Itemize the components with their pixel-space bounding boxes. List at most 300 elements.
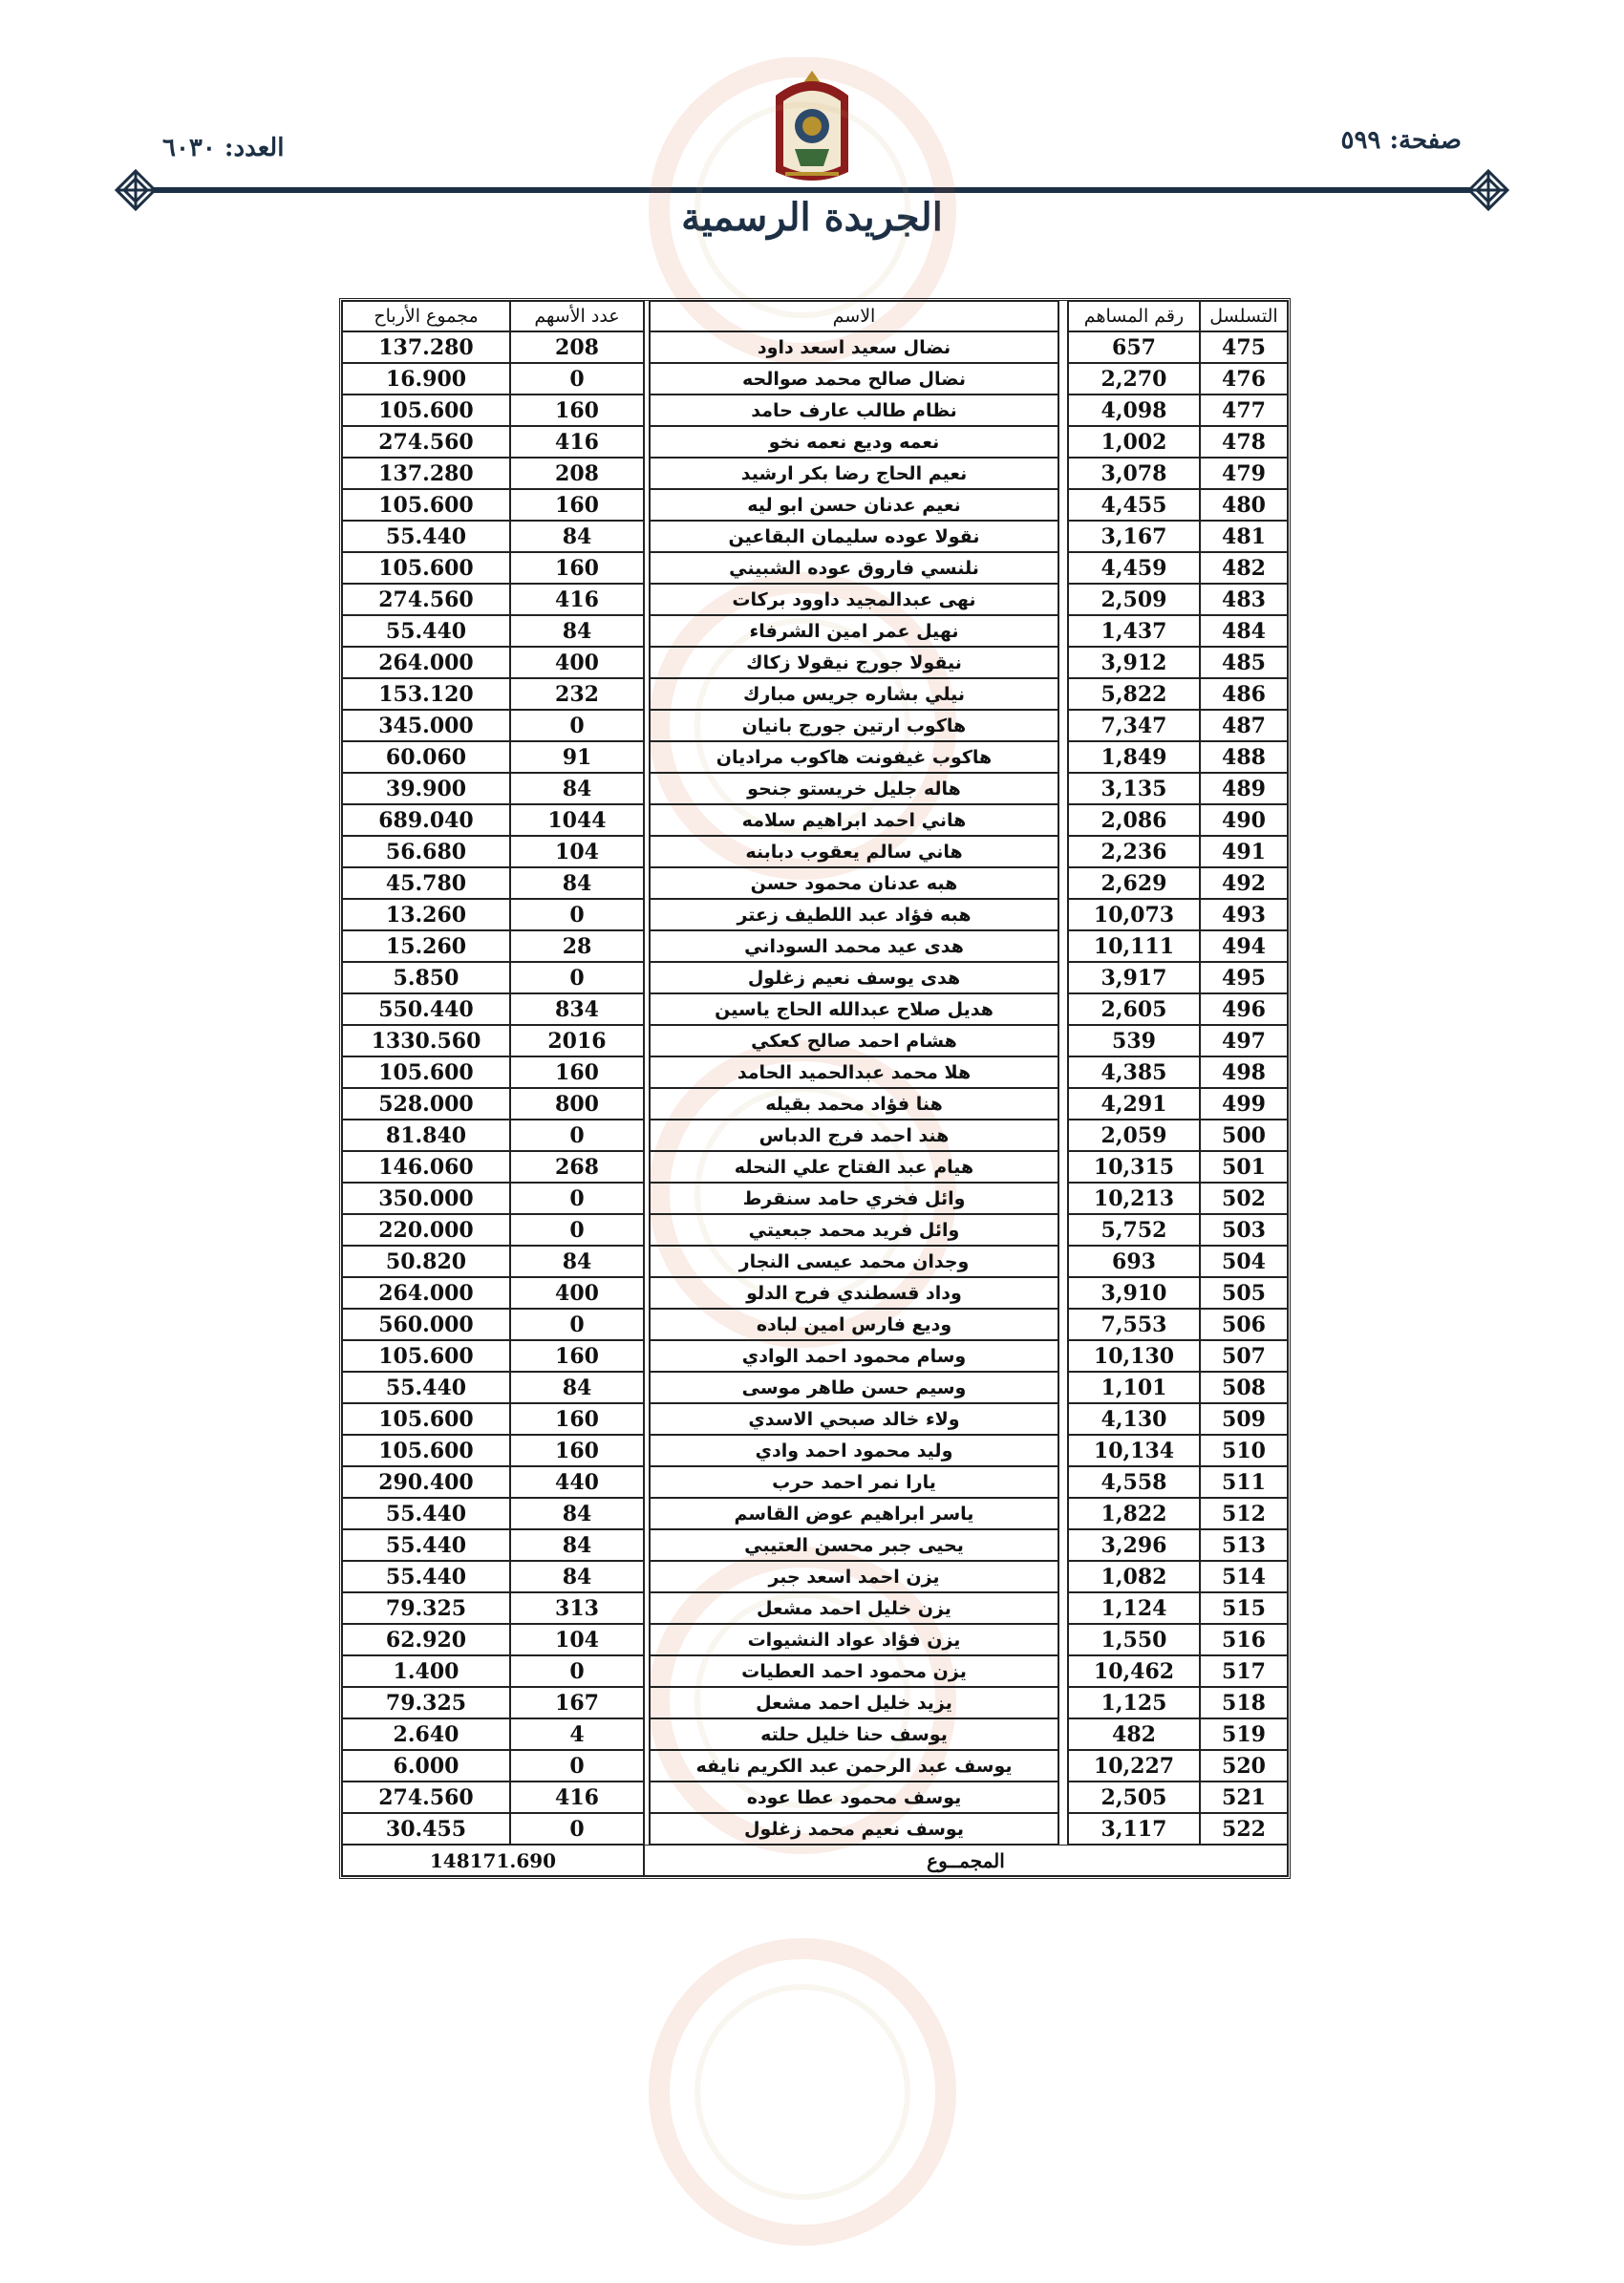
- cell-shareholder-no: 5,752: [1068, 1214, 1200, 1246]
- column-spacer: [644, 489, 650, 521]
- column-spacer: [1058, 1561, 1068, 1592]
- table-header-row: [342, 301, 1288, 331]
- cell-shares: 160: [510, 1056, 644, 1088]
- cell-shares: 400: [510, 1277, 644, 1309]
- cell-dividends: 55.440: [342, 1498, 510, 1529]
- column-spacer: [644, 710, 650, 741]
- column-spacer: [1058, 301, 1068, 331]
- cell-dividends: 560.000: [342, 1309, 510, 1340]
- cell-name: نظام طالب عارف حامد: [650, 395, 1058, 426]
- column-spacer: [1058, 993, 1068, 1025]
- column-spacer: [644, 1687, 650, 1718]
- cell-shares: 0: [510, 962, 644, 993]
- cell-seq: 497: [1200, 1025, 1288, 1056]
- cell-seq: 510: [1200, 1435, 1288, 1466]
- cell-dividends: 39.900: [342, 773, 510, 804]
- cell-shareholder-no: 2,270: [1068, 363, 1200, 395]
- issue-number: العدد: ٦٠٣٠: [162, 134, 285, 162]
- cell-seq: 521: [1200, 1782, 1288, 1813]
- cell-shares: 416: [510, 426, 644, 458]
- cell-name: وجدان محمد عيسى النجار: [650, 1246, 1058, 1277]
- column-spacer: [644, 1277, 650, 1309]
- cell-seq: 500: [1200, 1120, 1288, 1151]
- cell-name: يزن محمود احمد العطيات: [650, 1655, 1058, 1687]
- cell-dividends: 350.000: [342, 1183, 510, 1214]
- cell-shareholder-no: 482: [1068, 1718, 1200, 1750]
- cell-name: هلا محمد عبدالحميد الحامد: [650, 1056, 1058, 1088]
- table-row: [342, 1088, 1288, 1120]
- column-spacer: [644, 867, 650, 899]
- cell-name: هاكوب ارتين جورج بانيان: [650, 710, 1058, 741]
- cell-seq: 518: [1200, 1687, 1288, 1718]
- table-row: [342, 1718, 1288, 1750]
- cell-name: نقولا عوده سليمان البقاعين: [650, 521, 1058, 552]
- cell-name: وائل فخري حامد سنقرط: [650, 1183, 1058, 1214]
- table-body: [342, 331, 1288, 1845]
- cell-shareholder-no: 7,347: [1068, 710, 1200, 741]
- cell-shareholder-no: 3,917: [1068, 962, 1200, 993]
- column-spacer: [644, 899, 650, 930]
- column-spacer: [1058, 1309, 1068, 1340]
- column-spacer: [644, 1561, 650, 1592]
- cell-name: نيقولا جورج نيقولا زكاك: [650, 647, 1058, 678]
- column-spacer: [644, 1372, 650, 1403]
- cell-seq: 481: [1200, 521, 1288, 552]
- column-header-seq: التسلسل: [1200, 301, 1288, 331]
- cell-shares: 440: [510, 1466, 644, 1498]
- cell-dividends: 30.455: [342, 1813, 510, 1845]
- column-spacer: [644, 1025, 650, 1056]
- column-spacer: [644, 1592, 650, 1624]
- cell-name: هنا فؤاد محمد بقيله: [650, 1088, 1058, 1120]
- cell-dividends: 528.000: [342, 1088, 510, 1120]
- cell-dividends: 105.600: [342, 489, 510, 521]
- cell-shareholder-no: 539: [1068, 1025, 1200, 1056]
- column-spacer: [644, 1214, 650, 1246]
- column-spacer: [1058, 1498, 1068, 1529]
- table-row: [342, 1151, 1288, 1183]
- cell-shareholder-no: 1,082: [1068, 1561, 1200, 1592]
- column-spacer: [1058, 741, 1068, 773]
- table-row: [342, 993, 1288, 1025]
- cell-shares: 84: [510, 615, 644, 647]
- cell-shares: 416: [510, 1782, 644, 1813]
- cell-name: هند احمد فرج الدباس: [650, 1120, 1058, 1151]
- column-spacer: [1058, 710, 1068, 741]
- column-spacer: [644, 1183, 650, 1214]
- table-total-row: [342, 1845, 1288, 1876]
- column-spacer: [1058, 1277, 1068, 1309]
- dividends-table-container: [339, 298, 1285, 1879]
- column-spacer: [644, 741, 650, 773]
- table-row: [342, 1340, 1288, 1372]
- cell-shareholder-no: 693: [1068, 1246, 1200, 1277]
- cell-shareholder-no: 4,455: [1068, 489, 1200, 521]
- column-spacer: [1058, 521, 1068, 552]
- cell-seq: 486: [1200, 678, 1288, 710]
- column-spacer: [1058, 1813, 1068, 1845]
- column-spacer: [644, 836, 650, 867]
- cell-dividends: 137.280: [342, 458, 510, 489]
- cell-shares: 104: [510, 1624, 644, 1655]
- table-row: [342, 1655, 1288, 1687]
- table-row: [342, 836, 1288, 867]
- table-row: [342, 899, 1288, 930]
- cell-shares: 160: [510, 1340, 644, 1372]
- cell-shares: 28: [510, 930, 644, 962]
- cell-shareholder-no: 1,550: [1068, 1624, 1200, 1655]
- column-spacer: [644, 552, 650, 584]
- cell-dividends: 345.000: [342, 710, 510, 741]
- cell-shareholder-no: 3,912: [1068, 647, 1200, 678]
- cell-shareholder-no: 2,086: [1068, 804, 1200, 836]
- cell-dividends: 56.680: [342, 836, 510, 867]
- cell-dividends: 105.600: [342, 395, 510, 426]
- cell-seq: 480: [1200, 489, 1288, 521]
- cell-shares: 91: [510, 741, 644, 773]
- total-value: 148171.690: [342, 1845, 644, 1876]
- gazette-title: الجريدة الرسمية: [681, 195, 943, 240]
- cell-seq: 505: [1200, 1277, 1288, 1309]
- cell-dividends: 290.400: [342, 1466, 510, 1498]
- cell-seq: 501: [1200, 1151, 1288, 1183]
- cell-shares: 84: [510, 1246, 644, 1277]
- column-spacer: [644, 1624, 650, 1655]
- cell-dividends: 55.440: [342, 1372, 510, 1403]
- column-spacer: [644, 363, 650, 395]
- column-spacer: [1058, 1246, 1068, 1277]
- cell-name: يوسف عبد الرحمن عبد الكريم نايفه: [650, 1750, 1058, 1782]
- cell-seq: 491: [1200, 836, 1288, 867]
- cell-seq: 479: [1200, 458, 1288, 489]
- cell-dividends: 105.600: [342, 1435, 510, 1466]
- cell-dividends: 55.440: [342, 615, 510, 647]
- cell-shareholder-no: 1,002: [1068, 426, 1200, 458]
- table-row: [342, 1624, 1288, 1655]
- column-spacer: [1058, 1718, 1068, 1750]
- cell-seq: 475: [1200, 331, 1288, 363]
- page-number: صفحة: ٥٩٩: [1340, 126, 1462, 155]
- cell-shareholder-no: 10,134: [1068, 1435, 1200, 1466]
- cell-shareholder-no: 1,849: [1068, 741, 1200, 773]
- cell-dividends: 55.440: [342, 1561, 510, 1592]
- cell-shares: 400: [510, 647, 644, 678]
- cell-shares: 232: [510, 678, 644, 710]
- cell-seq: 498: [1200, 1056, 1288, 1088]
- cell-seq: 492: [1200, 867, 1288, 899]
- cell-dividends: 689.040: [342, 804, 510, 836]
- cell-name: يارا نمر احمد حرب: [650, 1466, 1058, 1498]
- table-row: [342, 1498, 1288, 1529]
- cell-shareholder-no: 7,553: [1068, 1309, 1200, 1340]
- column-spacer: [1058, 867, 1068, 899]
- cell-name: هدى يوسف نعيم زغلول: [650, 962, 1058, 993]
- cell-shares: 1044: [510, 804, 644, 836]
- cell-dividends: 105.600: [342, 1056, 510, 1088]
- cell-dividends: 264.000: [342, 1277, 510, 1309]
- cell-shareholder-no: 2,505: [1068, 1782, 1200, 1813]
- table-row: [342, 1246, 1288, 1277]
- column-spacer: [1058, 1655, 1068, 1687]
- cell-seq: 506: [1200, 1309, 1288, 1340]
- column-spacer: [644, 301, 650, 331]
- cell-name: هدى عيد محمد السوداني: [650, 930, 1058, 962]
- column-spacer: [644, 1246, 650, 1277]
- column-spacer: [644, 331, 650, 363]
- column-spacer: [1058, 615, 1068, 647]
- cell-dividends: 16.900: [342, 363, 510, 395]
- table-row: [342, 1120, 1288, 1151]
- cell-name: وسيم حسن طاهر موسى: [650, 1372, 1058, 1403]
- cell-seq: 502: [1200, 1183, 1288, 1214]
- cell-dividends: 1330.560: [342, 1025, 510, 1056]
- cell-seq: 503: [1200, 1214, 1288, 1246]
- table-row: [342, 710, 1288, 741]
- cell-name: هاله جليل خريستو جنحو: [650, 773, 1058, 804]
- cell-seq: 512: [1200, 1498, 1288, 1529]
- column-spacer: [644, 1750, 650, 1782]
- column-spacer: [644, 1151, 650, 1183]
- cell-seq: 520: [1200, 1750, 1288, 1782]
- column-spacer: [1058, 1750, 1068, 1782]
- cell-seq: 516: [1200, 1624, 1288, 1655]
- column-spacer: [1058, 836, 1068, 867]
- column-spacer: [644, 521, 650, 552]
- cell-dividends: 13.260: [342, 899, 510, 930]
- column-spacer: [644, 962, 650, 993]
- cell-seq: 517: [1200, 1655, 1288, 1687]
- table-row: [342, 426, 1288, 458]
- column-spacer: [644, 1813, 650, 1845]
- cell-shareholder-no: 1,124: [1068, 1592, 1200, 1624]
- column-spacer: [644, 773, 650, 804]
- cell-seq: 504: [1200, 1246, 1288, 1277]
- cell-name: هبه عدنان محمود حسن: [650, 867, 1058, 899]
- column-spacer: [644, 1056, 650, 1088]
- cell-shareholder-no: 3,167: [1068, 521, 1200, 552]
- cell-name: يوسف نعيم محمد زغلول: [650, 1813, 1058, 1845]
- cell-shareholder-no: 10,111: [1068, 930, 1200, 962]
- column-spacer: [1058, 1340, 1068, 1372]
- cell-seq: 487: [1200, 710, 1288, 741]
- table-row: [342, 1056, 1288, 1088]
- cell-shares: 84: [510, 867, 644, 899]
- cell-dividends: 60.060: [342, 741, 510, 773]
- column-spacer: [644, 1782, 650, 1813]
- column-spacer: [1058, 647, 1068, 678]
- cell-seq: 522: [1200, 1813, 1288, 1845]
- cell-shares: 84: [510, 1498, 644, 1529]
- cell-dividends: 220.000: [342, 1214, 510, 1246]
- column-spacer: [644, 1088, 650, 1120]
- column-spacer: [644, 1498, 650, 1529]
- table-row: [342, 489, 1288, 521]
- cell-shareholder-no: 2,605: [1068, 993, 1200, 1025]
- cell-name: وداد قسطندي فرح الدلو: [650, 1277, 1058, 1309]
- table-row: [342, 615, 1288, 647]
- column-spacer: [1058, 1183, 1068, 1214]
- column-spacer: [644, 395, 650, 426]
- cell-shares: 0: [510, 1309, 644, 1340]
- cell-dividends: 153.120: [342, 678, 510, 710]
- watermark-clock-icon: [497, 1901, 1108, 2283]
- cell-name: يزيد خليل احمد مشعل: [650, 1687, 1058, 1718]
- column-header-shareholder-no: رقم المساهم: [1068, 301, 1200, 331]
- cell-shares: 2016: [510, 1025, 644, 1056]
- table-row: [342, 1183, 1288, 1214]
- cell-dividends: 274.560: [342, 584, 510, 615]
- column-spacer: [1058, 1056, 1068, 1088]
- dividends-table: [339, 298, 1291, 1879]
- table-row: [342, 1529, 1288, 1561]
- table-row: [342, 1782, 1288, 1813]
- cell-name: يوسف محمود عطا عوده: [650, 1782, 1058, 1813]
- cell-dividends: 79.325: [342, 1687, 510, 1718]
- column-spacer: [644, 678, 650, 710]
- column-spacer: [644, 615, 650, 647]
- cell-seq: 483: [1200, 584, 1288, 615]
- column-spacer: [644, 1340, 650, 1372]
- cell-name: هديل صلاح عبدالله الحاج ياسين: [650, 993, 1058, 1025]
- cell-shareholder-no: 4,291: [1068, 1088, 1200, 1120]
- cell-name: وسام محمود احمد الوادي: [650, 1340, 1058, 1372]
- table-row: [342, 1750, 1288, 1782]
- cell-dividends: 45.780: [342, 867, 510, 899]
- column-spacer: [644, 1718, 650, 1750]
- column-spacer: [1058, 1151, 1068, 1183]
- cell-name: هبه فؤاد عبد اللطيف زعتر: [650, 899, 1058, 930]
- cell-shares: 800: [510, 1088, 644, 1120]
- cell-name: نعمه وديع نعمه نخو: [650, 426, 1058, 458]
- table-row: [342, 331, 1288, 363]
- column-spacer: [1058, 395, 1068, 426]
- column-spacer: [1058, 773, 1068, 804]
- cell-seq: 490: [1200, 804, 1288, 836]
- cell-name: نيلي بشاره جريس مبارك: [650, 678, 1058, 710]
- column-spacer: [1058, 804, 1068, 836]
- column-spacer: [1058, 1624, 1068, 1655]
- cell-shares: 160: [510, 1435, 644, 1466]
- column-spacer: [1058, 1687, 1068, 1718]
- cell-seq: 476: [1200, 363, 1288, 395]
- cell-seq: 508: [1200, 1372, 1288, 1403]
- cell-shares: 208: [510, 331, 644, 363]
- cell-name: هاكوب غيفونت هاكوب مراديان: [650, 741, 1058, 773]
- cell-dividends: 105.600: [342, 552, 510, 584]
- column-spacer: [644, 426, 650, 458]
- cell-shares: 0: [510, 710, 644, 741]
- cell-dividends: 6.000: [342, 1750, 510, 1782]
- table-row: [342, 521, 1288, 552]
- cell-dividends: 105.600: [342, 1340, 510, 1372]
- column-spacer: [644, 993, 650, 1025]
- cell-shareholder-no: 1,101: [1068, 1372, 1200, 1403]
- cell-name: ياسر ابراهيم عوض القاسم: [650, 1498, 1058, 1529]
- column-spacer: [1058, 1782, 1068, 1813]
- cell-shares: 84: [510, 521, 644, 552]
- cell-name: نضال صالح محمد صوالحه: [650, 363, 1058, 395]
- cell-shareholder-no: 3,296: [1068, 1529, 1200, 1561]
- cell-shares: 84: [510, 773, 644, 804]
- cell-seq: 494: [1200, 930, 1288, 962]
- table-row: [342, 1813, 1288, 1845]
- column-spacer: [1058, 1592, 1068, 1624]
- cell-dividends: 50.820: [342, 1246, 510, 1277]
- cell-shares: 313: [510, 1592, 644, 1624]
- cell-seq: 513: [1200, 1529, 1288, 1561]
- cell-name: يحيى جبر محسن العتيبي: [650, 1529, 1058, 1561]
- cell-shares: 160: [510, 552, 644, 584]
- cell-dividends: 146.060: [342, 1151, 510, 1183]
- cell-name: نعيم الحاج رضا بكر ارشيد: [650, 458, 1058, 489]
- cell-shareholder-no: 10,462: [1068, 1655, 1200, 1687]
- column-spacer: [1058, 1529, 1068, 1561]
- column-spacer: [1058, 552, 1068, 584]
- cell-shares: 84: [510, 1372, 644, 1403]
- table-row: [342, 458, 1288, 489]
- column-spacer: [1058, 1435, 1068, 1466]
- cell-dividends: 62.920: [342, 1624, 510, 1655]
- column-spacer: [1058, 1372, 1068, 1403]
- cell-dividends: 55.440: [342, 521, 510, 552]
- table-row: [342, 1561, 1288, 1592]
- table-row: [342, 584, 1288, 615]
- cell-name: يزن احمد اسعد جبر: [650, 1561, 1058, 1592]
- cell-shares: 160: [510, 395, 644, 426]
- column-spacer: [644, 1309, 650, 1340]
- cell-seq: 507: [1200, 1340, 1288, 1372]
- column-spacer: [1058, 584, 1068, 615]
- column-spacer: [1058, 962, 1068, 993]
- cell-shareholder-no: 4,385: [1068, 1056, 1200, 1088]
- cell-dividends: 550.440: [342, 993, 510, 1025]
- cell-dividends: 137.280: [342, 331, 510, 363]
- column-spacer: [1058, 1088, 1068, 1120]
- table-row: [342, 1687, 1288, 1718]
- cell-dividends: 81.840: [342, 1120, 510, 1151]
- table-row: [342, 647, 1288, 678]
- cell-shares: 84: [510, 1561, 644, 1592]
- cell-seq: 515: [1200, 1592, 1288, 1624]
- column-spacer: [644, 1120, 650, 1151]
- cell-name: هاني سالم يعقوب دبابنه: [650, 836, 1058, 867]
- table-row: [342, 930, 1288, 962]
- cell-dividends: 274.560: [342, 426, 510, 458]
- cell-seq: 477: [1200, 395, 1288, 426]
- table-row: [342, 962, 1288, 993]
- cell-shares: 84: [510, 1529, 644, 1561]
- cell-shares: 167: [510, 1687, 644, 1718]
- cell-seq: 485: [1200, 647, 1288, 678]
- column-header-shares: عدد الأسهم: [510, 301, 644, 331]
- cell-shares: 268: [510, 1151, 644, 1183]
- cell-shares: 0: [510, 1183, 644, 1214]
- cell-shares: 4: [510, 1718, 644, 1750]
- cell-shares: 208: [510, 458, 644, 489]
- cell-shares: 104: [510, 836, 644, 867]
- cell-name: هاني احمد ابراهيم سلامه: [650, 804, 1058, 836]
- column-spacer: [1058, 678, 1068, 710]
- cell-dividends: 79.325: [342, 1592, 510, 1624]
- cell-name: وائل فريد محمد جبعيتي: [650, 1214, 1058, 1246]
- table-row: [342, 1403, 1288, 1435]
- cell-seq: 489: [1200, 773, 1288, 804]
- cell-seq: 499: [1200, 1088, 1288, 1120]
- cell-shareholder-no: 2,236: [1068, 836, 1200, 867]
- cell-seq: 511: [1200, 1466, 1288, 1498]
- column-spacer: [644, 584, 650, 615]
- column-spacer: [644, 458, 650, 489]
